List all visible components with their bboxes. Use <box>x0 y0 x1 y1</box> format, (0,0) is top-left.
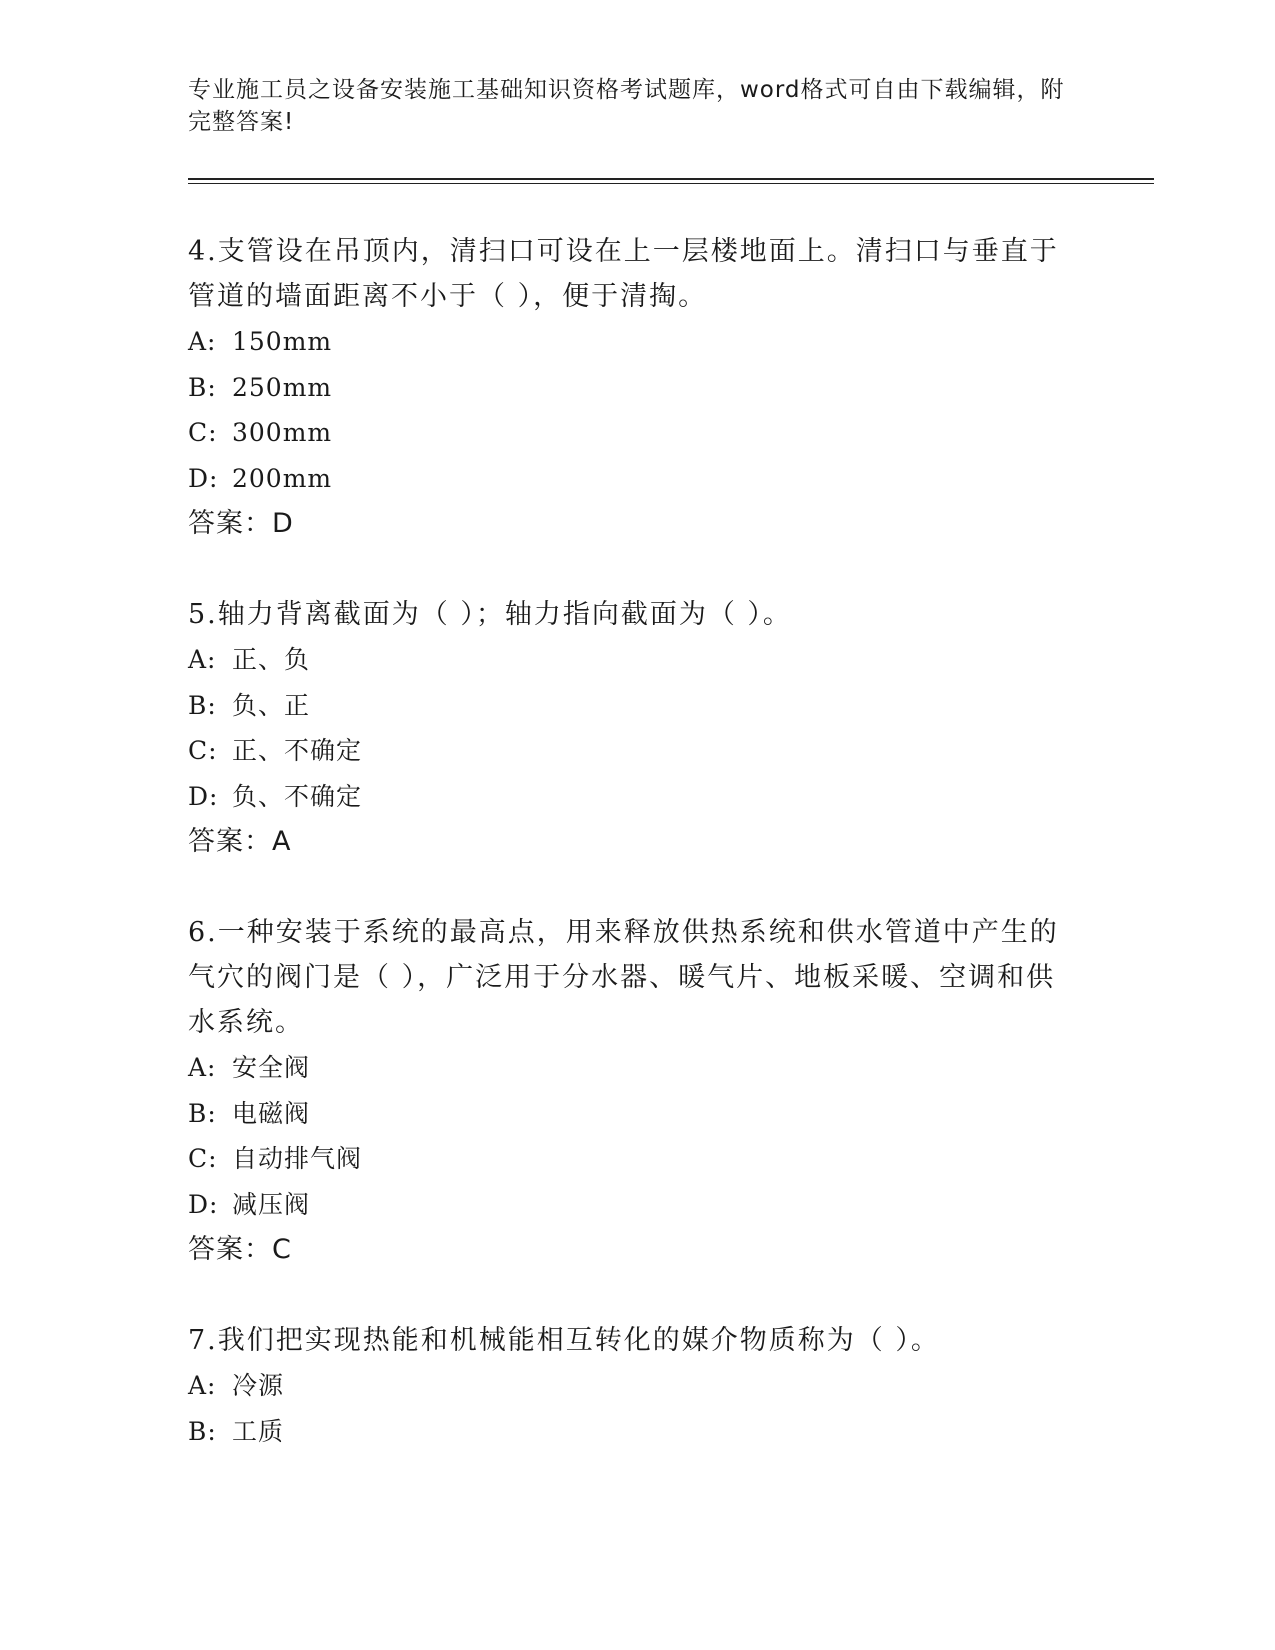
question-7 <box>188 1318 1068 1454</box>
option-letter: A: <box>188 645 217 674</box>
document-header: 专业施工员之设备安装施工基础知识资格考试题库，word格式可自由下载编辑，附完整答案! <box>188 77 1065 135</box>
option-letter: B: <box>188 690 217 720</box>
header-divider-thick <box>188 178 1154 180</box>
option-text: 安全阀 <box>232 1053 311 1082</box>
option-text: 减压阀 <box>232 1189 311 1219</box>
option-letter: C: <box>188 736 218 765</box>
option-c <box>188 410 1068 456</box>
option-text: 负、不确定 <box>232 781 363 811</box>
option-text: 正、不确定 <box>232 736 363 765</box>
option-a <box>188 1363 1068 1409</box>
option-b <box>188 1409 1068 1455</box>
option-b <box>188 683 1068 729</box>
option-text: 冷源 <box>232 1371 285 1400</box>
option-a <box>188 319 1068 365</box>
option-d <box>188 456 1068 502</box>
option-text: 工质 <box>232 1416 285 1446</box>
option-letter: D: <box>188 781 219 811</box>
option-c <box>188 1136 1068 1182</box>
answer-line: 答案：C <box>188 1234 292 1265</box>
header-divider-thin <box>188 183 1154 184</box>
option-text: 150mm <box>232 327 333 356</box>
option-text: 负、正 <box>232 690 311 720</box>
option-letter: C: <box>188 418 218 447</box>
option-b <box>188 365 1068 411</box>
option-letter: B: <box>188 1098 217 1128</box>
question-stem: 4.支管设在吊顶内，清扫口可设在上一层楼地面上。清扫口与垂直于管道的墙面距离不小于（ ），便于清掏。 <box>188 236 1059 312</box>
option-c <box>188 728 1068 774</box>
option-a <box>188 1045 1068 1091</box>
option-letter: A: <box>188 327 217 356</box>
option-letter: A: <box>188 1053 217 1082</box>
question-stem: 7.我们把实现热能和机械能相互转化的媒介物质称为（ ）。 <box>188 1325 940 1356</box>
question-list <box>188 229 1068 1500</box>
question-stem: 6.一种安装于系统的最高点，用来释放供热系统和供水管道中产生的气穴的阀门是（ ），广泛用于分水器、暖气片、地板采暖、空调和供水系统。 <box>188 917 1059 1038</box>
question-5 <box>188 592 1068 864</box>
option-text: 300mm <box>232 418 333 447</box>
question-6 <box>188 910 1068 1272</box>
option-letter: B: <box>188 372 217 402</box>
option-letter: B: <box>188 1416 217 1446</box>
answer-line: 答案：A <box>188 826 292 857</box>
option-letter: A: <box>188 1371 217 1400</box>
option-text: 自动排气阀 <box>232 1144 363 1173</box>
question-stem: 5.轴力背离截面为（ ）；轴力指向截面为（ ）。 <box>188 599 792 630</box>
option-letter: C: <box>188 1144 218 1173</box>
option-b <box>188 1091 1068 1137</box>
question-4 <box>188 229 1068 546</box>
option-d <box>188 1182 1068 1228</box>
option-text: 250mm <box>232 372 333 402</box>
option-letter: D: <box>188 463 219 493</box>
option-letter: D: <box>188 1189 219 1219</box>
option-text: 正、负 <box>232 645 311 674</box>
option-text: 200mm <box>232 463 333 493</box>
answer-line: 答案：D <box>188 508 294 539</box>
option-d <box>188 774 1068 820</box>
option-a <box>188 637 1068 683</box>
option-text: 电磁阀 <box>232 1098 311 1128</box>
